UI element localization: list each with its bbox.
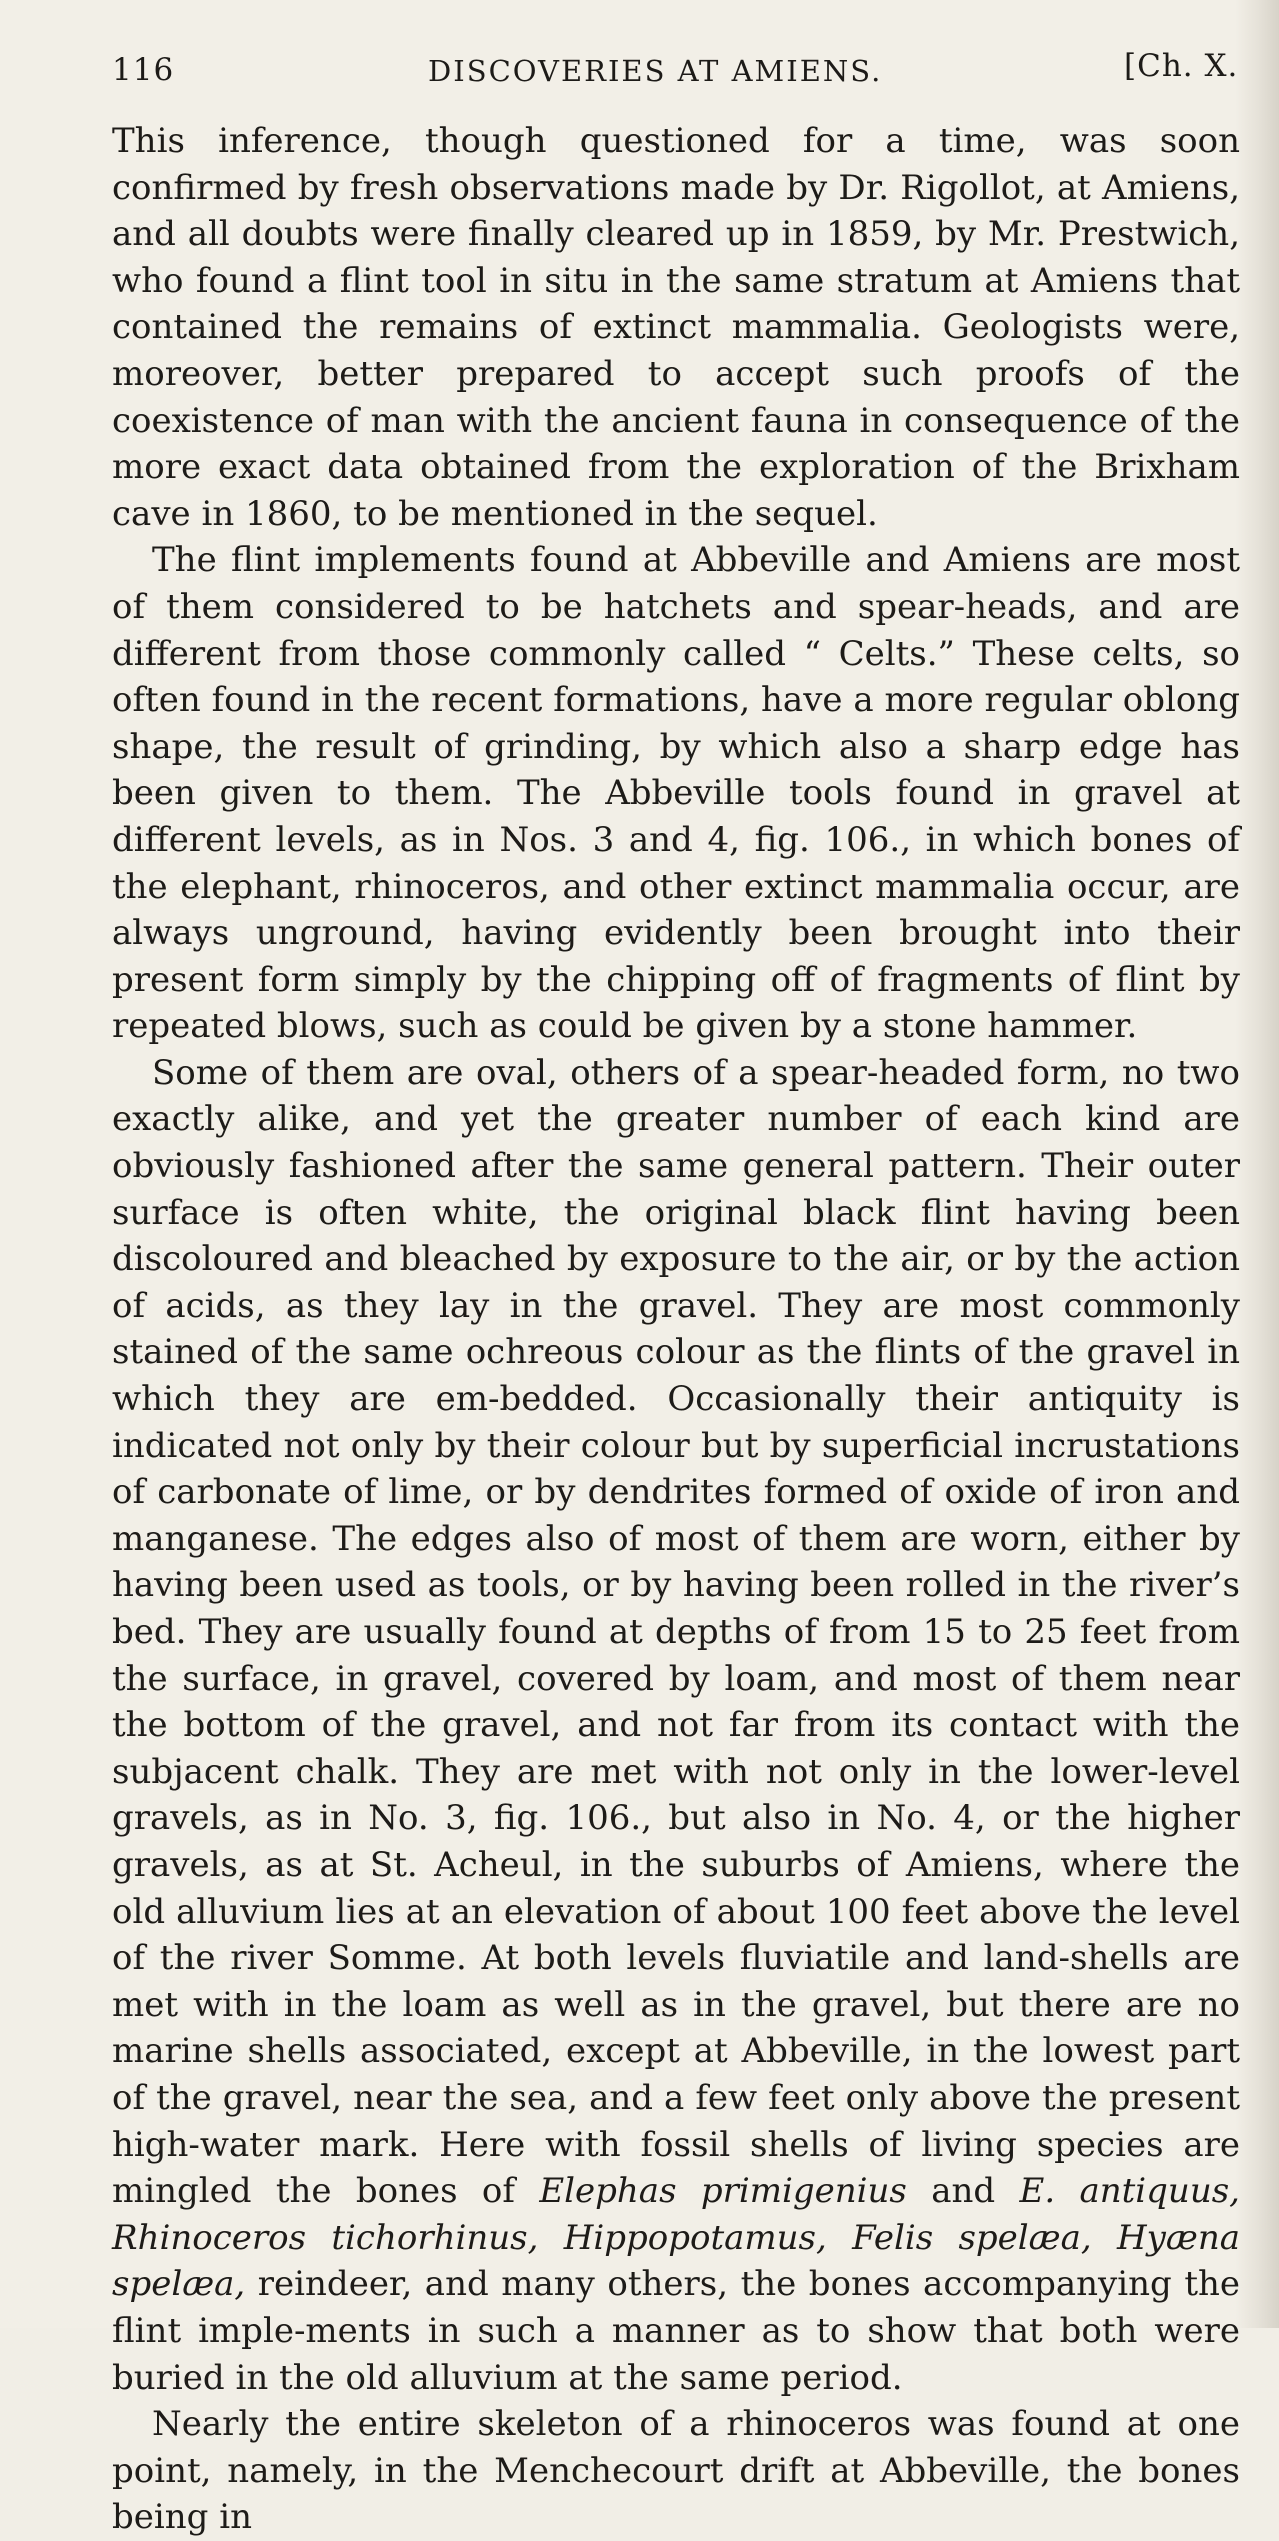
paragraph-3-text-a: Some of them are oval, others of a spear-headed form, no two exactly alike, and yet the greater number of each kind are obviously fashioned after the same general pattern. Their outer surface is often white, the original black flint having been discoloured and bleached by exposure to the air, or by the action of acids, as they lay in the gravel. They are most commonly stained of the same ochreous colour as the flints of the gravel in which they are em-bedded. Occasionally their antiquity is indicated not only by their colour but by superficial incrustations of carbonate of lime, or by dendrites formed of oxide of iron and manganese. The edges also of most of them are worn, either by having been used as tools, or by having been rolled in the river’s bed. They are usually found at depths of from 15 to 25 feet from the surface, in gravel, covered by loam, and most of them near the bottom of the gravel, and not far from its contact with the subjacent chalk. They are met with not only in the lower-level gravels, as in No. 3, fig. 106., but also in No. 4, or the higher gravels, as at St. Acheul, in the suburbs of Amiens, where the old alluvium lies at an elevation of about 100 feet above the level of the river Somme. At both levels fluviatile and land-shells are met with in the loam as well as in the gravel, but there are no marine shells associated, except at Abbeville, in the lowest part of the gravel, near the sea, and a few feet only above the present high-water mark. Here with fossil shells of living species are mingled the bones of <box>112 1052 1240 2212</box>
paragraph-3-text-b: reindeer, and many others, the bones accompanying the flint imple-ments in such a manner as to show that both were buried in the old alluvium at the same period. <box>112 2264 1240 2398</box>
paragraph-2: The flint implements found at Abbeville and Amiens are most of them considered to be hatchets and spear-heads, and are different from those commonly called “ Celts.” These celts, so often found in the recent formations, have a more regular oblong shape, the result of grinding, by which also a sharp edge has been given to them. The Abbeville tools found in gravel at different levels, as in Nos. 3 and 4, fig. 106., in which bones of the elephant, rhinoceros, and other extinct mammalia occur, are always unground, having evidently been brought into their present form simply by the chipping off of fragments of flint by repeated blows, such as could be given by a stone hammer. <box>112 540 1240 1047</box>
paragraph-3 <box>112 1050 1240 2401</box>
paragraph-4: Nearly the entire skeleton of a rhinoceros was found at one point, namely, in the Menchecourt drift at Abbeville, the bones being in <box>112 2404 1240 2538</box>
page-number: 116 <box>112 52 175 88</box>
body-text <box>112 118 1240 2541</box>
species-list: E. antiquus, Rhinoceros tichorhinus, Hippopotamus, Felis spelæa, Hyæna spelæa, <box>112 2171 1240 2305</box>
paragraph-3-conjunction: and <box>906 2171 1020 2212</box>
running-title: DISCOVERIES AT AMIENS. <box>428 54 883 88</box>
page-header <box>112 48 1242 102</box>
chapter-label: [Ch. X. <box>1124 48 1239 84</box>
species-name: Elephas primigenius <box>539 2171 907 2212</box>
paragraph-1: This inference, though questioned for a time, was soon confirmed by fresh observations made by Dr. Rigollot, at Amiens, and all doubts were finally cleared up in 1859, by Mr. Prestwich, who found a flint tool in situ in the same stratum at Amiens that contained the remains of extinct mammalia. Geologists were, moreover, better prepared to accept such proofs of the coexistence of man with the ancient fauna in consequence of the more exact data obtained from the exploration of the Brixham cave in 1860, to be mentioned in the sequel. <box>112 121 1240 534</box>
